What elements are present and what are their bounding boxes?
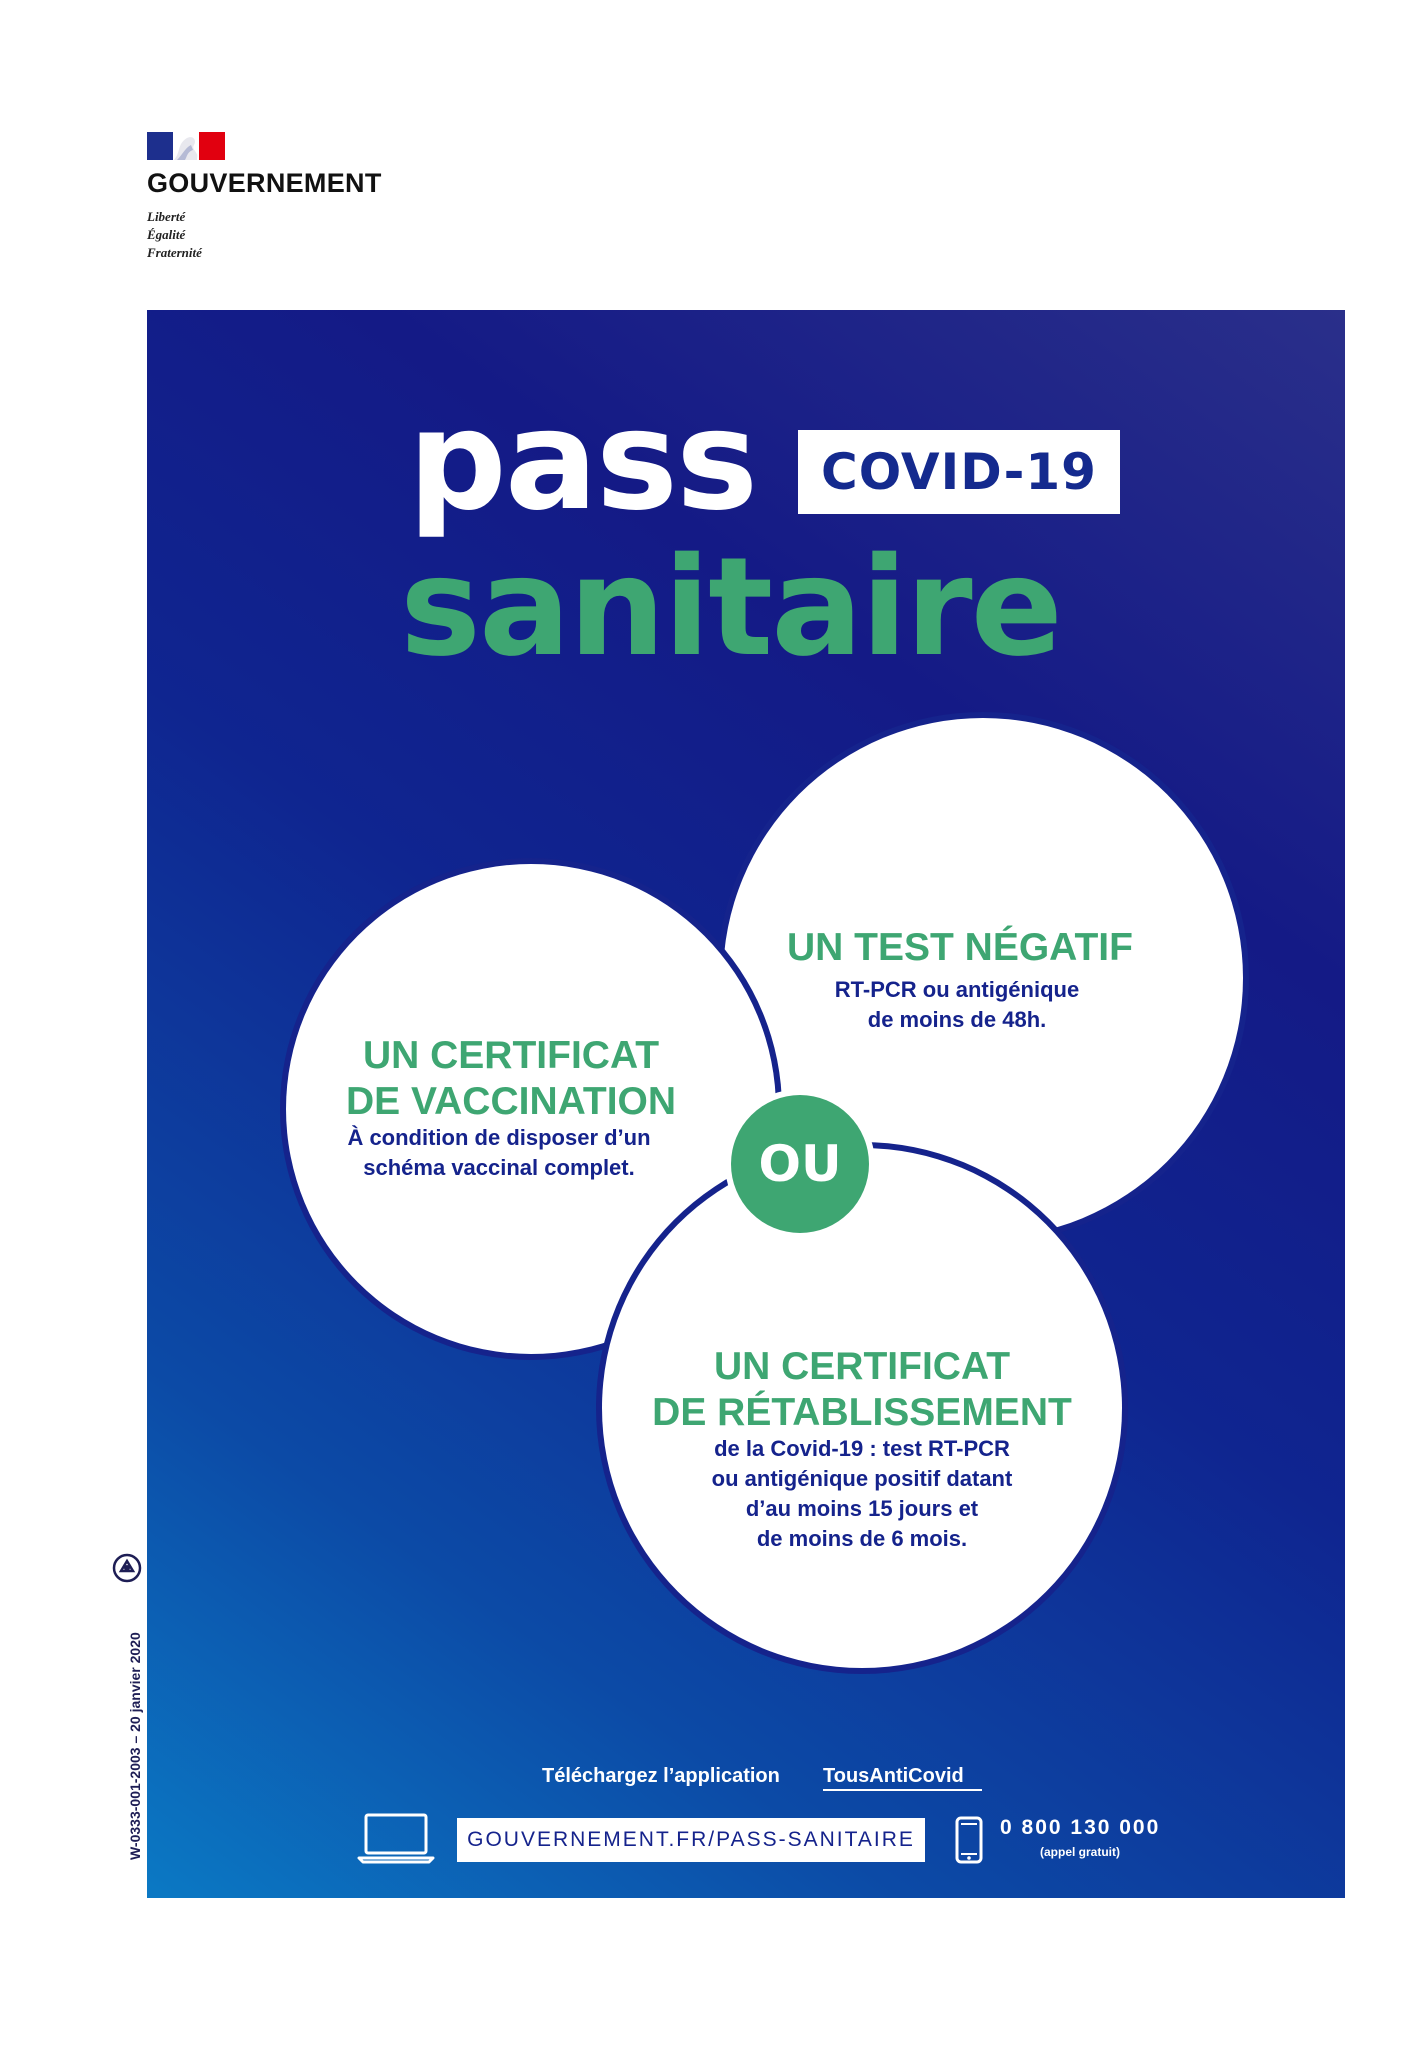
retablissement-description (602, 1434, 1122, 1554)
recycle-icon (112, 1553, 142, 1583)
vaccination-title-line: DE VACCINATION (346, 1080, 677, 1123)
sanitaire-heading: sanitaire (400, 529, 1061, 687)
retablissement-line: de la Covid-19 : test RT-PCR (714, 1436, 1010, 1461)
vaccination-description (329, 1123, 669, 1183)
retablissement-line: ou antigénique positif datant (711, 1466, 1013, 1491)
vaccination-line: À condition de disposer d’un (347, 1125, 651, 1150)
test-line: de moins de 48h. (867, 1007, 1047, 1032)
tousanticovid-link[interactable]: TousAntiCovid (823, 1765, 982, 1791)
vaccination-line: schéma vaccinal complet. (363, 1155, 635, 1180)
test-title: UN TEST NÉGATIF (787, 926, 1133, 969)
ou-badge (731, 1095, 869, 1233)
gouvernement-title: GOUVERNEMENT (147, 168, 382, 198)
motto-egalite: Égalité (147, 227, 186, 242)
download-label: Téléchargez l’application (542, 1765, 780, 1787)
phone-number[interactable]: 0 800 130 000 (1000, 1816, 1161, 1839)
website-link[interactable] (457, 1818, 925, 1862)
test-description (807, 975, 1107, 1035)
vaccination-title (346, 1033, 676, 1125)
retablissement-title-line: UN CERTIFICAT (713, 1345, 1011, 1388)
retablissement-line: d’au moins 15 jours et (745, 1496, 979, 1521)
test-line: RT-PCR ou antigénique (834, 977, 1080, 1002)
ou-label: OU (758, 1135, 842, 1193)
phone-note: (appel gratuit) (1040, 1845, 1120, 1859)
pass-heading: pass (408, 380, 757, 541)
website-url: GOUVERNEMENT.FR/PASS-SANITAIRE (467, 1828, 915, 1851)
republic-motto (147, 208, 202, 262)
retablissement-line: de moins de 6 mois. (756, 1526, 968, 1551)
motto-fraternite: Fraternité (147, 245, 202, 260)
print-reference-code: W-0333-001-2003 – 20 janvier 2020 (127, 1632, 143, 1860)
covid-badge (798, 430, 1120, 514)
retablissement-title-line: DE RÉTABLISSEMENT (652, 1391, 1072, 1434)
retablissement-title (602, 1344, 1122, 1436)
pass-sanitaire-poster (147, 310, 1345, 1898)
laptop-icon (357, 1812, 435, 1864)
covid-badge-label: COVID-19 (821, 443, 1097, 501)
motto-liberte: Liberté (147, 209, 186, 224)
smartphone-icon (955, 1816, 983, 1864)
vaccination-title-line: UN CERTIFICAT (362, 1034, 660, 1077)
marianne-flag-icon (147, 132, 225, 160)
